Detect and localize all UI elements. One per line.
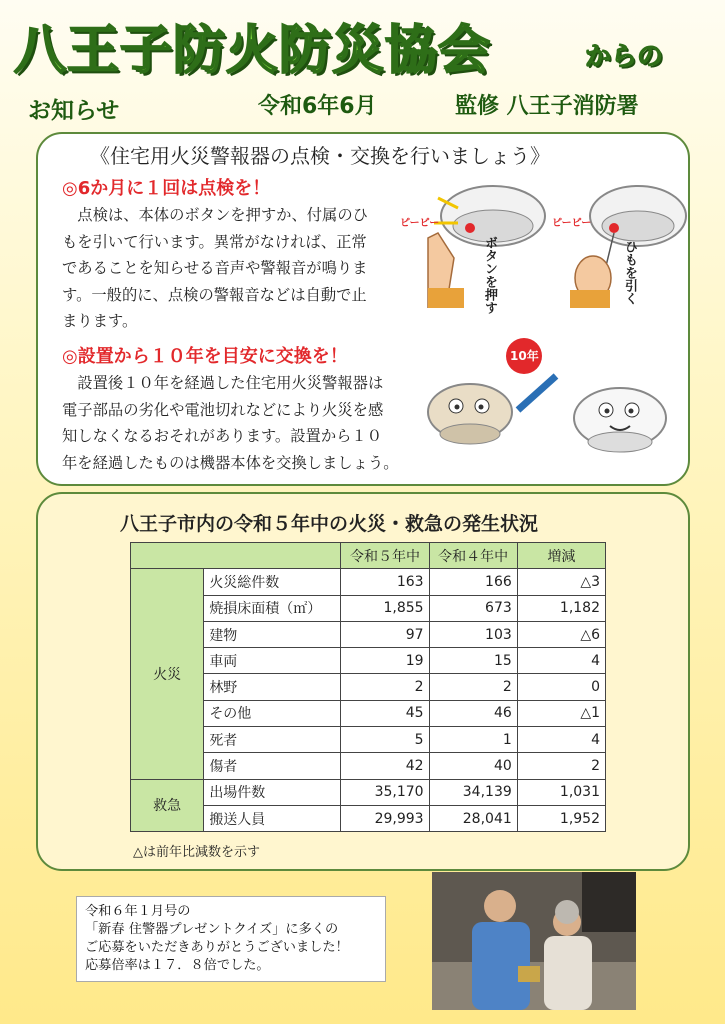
text-line: 点検は、本体のボタンを押すか、付属のひ: [62, 206, 368, 224]
cell-r5: 97: [341, 621, 429, 647]
cell-r4: 40: [429, 753, 517, 779]
cell-diff: 4: [517, 727, 605, 753]
row-label: 車両: [204, 648, 341, 674]
table-corner: [131, 543, 341, 569]
ambulance-category: 救急: [131, 779, 204, 832]
press-button-illustration: [398, 178, 548, 308]
main-title: 八王子防火防災協会: [14, 21, 492, 81]
row-label: 搬送人員: [204, 805, 341, 831]
row-label: 出場件数: [204, 779, 341, 805]
cell-r5: 1,855: [341, 595, 429, 621]
section1-heading: ◎6か月に１回は点検を！: [62, 178, 271, 199]
cell-r4: 166: [429, 569, 517, 595]
table-row: [131, 779, 606, 805]
row-label: その他: [204, 700, 341, 726]
section2-text: [62, 370, 422, 476]
press-button-caption: ボタンを押す: [482, 236, 497, 314]
cell-r5: 19: [341, 648, 429, 674]
cell-r4: 28,041: [429, 805, 517, 831]
pull-string-illustration: [548, 178, 688, 308]
row-label: 火災総件数: [204, 569, 341, 595]
cell-diff: 0: [517, 674, 605, 700]
cell-r4: 673: [429, 595, 517, 621]
table-row: [131, 569, 606, 595]
notice-label: お知らせ: [28, 98, 120, 124]
section2-heading: ◎設置から１０年を目安に交換を！: [62, 346, 348, 367]
statistics-table: [130, 542, 606, 832]
cell-r5: 29,993: [341, 805, 429, 831]
cell-r4: 2: [429, 674, 517, 700]
quiz-line: 応募倍率は１７．８倍でした。: [85, 958, 270, 973]
row-label: 林野: [204, 674, 341, 700]
issue-date: 令和6年6月: [258, 94, 377, 119]
table-header-row: [131, 543, 606, 569]
pull-string-caption: ひもを引く: [622, 240, 637, 305]
cell-diff: △3: [517, 569, 605, 595]
column-header: 増減: [517, 543, 605, 569]
cell-r5: 42: [341, 753, 429, 779]
cell-r4: 1: [429, 727, 517, 753]
cell-diff: 2: [517, 753, 605, 779]
text-line: 電子部品の劣化や電池切れなどにより火災を感: [62, 400, 384, 419]
beep-text-2: ピーピー: [552, 218, 592, 229]
cell-diff: 1,952: [517, 805, 605, 831]
cell-r5: 35,170: [341, 779, 429, 805]
cell-diff: △6: [517, 621, 605, 647]
text-line: 設置後１０年を経過した住宅用火災警報器は: [62, 374, 384, 392]
inspection-panel-title: 《住宅用火災警報器の点検・交換を行いましょう》: [90, 144, 550, 168]
text-line: 知しなくなるおそれがあります。設置から１０: [62, 427, 383, 445]
text-line: もを引いて行います。異常がなければ、正常: [62, 232, 367, 251]
ten-years-badge: 10年: [510, 349, 539, 363]
column-header: 令和４年中: [429, 543, 517, 569]
quiz-line: 令和６年１月号の: [85, 904, 191, 919]
cell-r4: 34,139: [429, 779, 517, 805]
row-label: 建物: [204, 621, 341, 647]
quiz-thanks-box: [76, 896, 386, 982]
row-label: 焼損床面積（㎡）: [204, 595, 341, 621]
row-label: 死者: [204, 727, 341, 753]
cell-r4: 46: [429, 700, 517, 726]
row-label: 傷者: [204, 753, 341, 779]
cell-r5: 5: [341, 727, 429, 753]
title-suffix: からの: [585, 42, 664, 72]
section1-text: [62, 202, 407, 335]
statistics-title: 八王子市内の令和５年中の火災・救急の発生状況: [120, 513, 539, 535]
winners-photo: [432, 872, 636, 1010]
cell-diff: △1: [517, 700, 605, 726]
text-line: であることを知らせる音声や警報音が鳴りま: [62, 259, 368, 277]
text-line: まります。: [62, 312, 138, 330]
cell-diff: 4: [517, 648, 605, 674]
cell-r4: 15: [429, 648, 517, 674]
cell-r5: 163: [341, 569, 429, 595]
cell-r5: 45: [341, 700, 429, 726]
quiz-line: ご応募をいただきありがとうございました！: [85, 940, 349, 955]
column-header: 令和５年中: [341, 543, 429, 569]
cell-diff: 1,182: [517, 595, 605, 621]
cell-r4: 103: [429, 621, 517, 647]
cell-diff: 1,031: [517, 779, 605, 805]
text-line: す。一般的に、点検の警報音などは自動で止: [62, 285, 367, 304]
table-note: △は前年比減数を示す: [133, 845, 260, 860]
ten-year-illustration: [420, 330, 678, 470]
fire-category: 火災: [131, 569, 204, 779]
beep-text-1: ピーピー: [400, 218, 440, 229]
quiz-line: 「新春 住警器プレゼントクイズ」に多くの: [85, 922, 339, 937]
text-line: 年を経過したものは機器本体を交換しましょう。: [62, 453, 399, 472]
cell-r5: 2: [341, 674, 429, 700]
supervisor-credit: 監修 八王子消防署: [455, 94, 639, 119]
